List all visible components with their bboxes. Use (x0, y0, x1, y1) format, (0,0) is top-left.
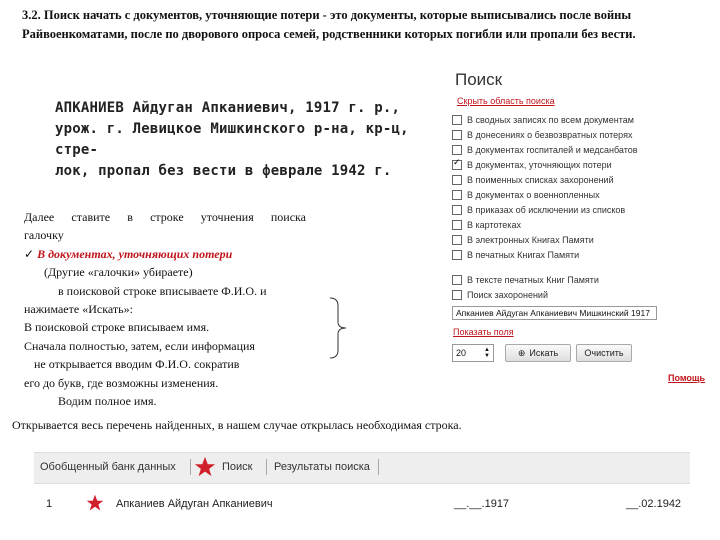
row-index: 1 (46, 498, 53, 510)
highlight-text: В документах, уточняющих потери (37, 246, 233, 261)
search-scope-option[interactable] (452, 173, 614, 187)
row-birth-date: __.__.1917 (454, 498, 510, 510)
search-scope-option[interactable] (452, 113, 634, 127)
search-name-input[interactable]: Апканиев Айдуган Апканиевич Мишкинский 1917 (452, 306, 657, 320)
record-line: лок, пропал без вести в феврале 1942 г. (55, 163, 392, 179)
record-line: АПКАНИЕВ Айдуган Апканиевич, 1917 г. р., (55, 100, 401, 116)
search-button-label: Искать (529, 348, 559, 358)
checkbox-label: В картотеках (467, 220, 521, 230)
clear-button[interactable] (576, 344, 632, 362)
checkbox-label: В документах госпиталей и медсанбатов (467, 145, 638, 155)
results-note: Открывается весь перечень найденных, в нашем случае открылась необходимая строка. (12, 418, 462, 432)
checkbox-label: В сводных записях по всем документам (467, 115, 634, 125)
checkbox[interactable] (452, 250, 462, 260)
row-name-link[interactable]: Апканиев Айдуган Апканиевич (116, 498, 273, 510)
checkbox-label: В донесениях о безвозвратных потерях (467, 130, 633, 140)
checkbox[interactable] (452, 290, 462, 300)
checkbox-label: В тексте печатных Книг Памяти (467, 275, 599, 285)
search-button[interactable] (505, 344, 571, 362)
checkbox[interactable] (452, 175, 462, 185)
curly-bracket-icon (326, 296, 350, 360)
search-scope-option[interactable] (452, 248, 579, 262)
search-scope-option[interactable] (452, 188, 600, 202)
star-icon (194, 456, 216, 481)
table-row[interactable] (34, 488, 690, 522)
checkbox[interactable] (452, 275, 462, 285)
spinner-icon: ▲ ▼ (484, 347, 490, 359)
checkbox-checked[interactable] (452, 160, 462, 170)
page-size-value: 20 (456, 348, 467, 358)
instruction-line: Сначала полностью, затем, если информация (24, 338, 255, 353)
archive-record-snippet (55, 98, 415, 182)
checkbox-label: В документах, уточняющих потери (467, 160, 612, 170)
instruction-line: В поисковой строке вписываем имя. (24, 320, 210, 335)
checkbox[interactable] (452, 190, 462, 200)
tab-search-results[interactable]: Результаты поиска (274, 461, 370, 473)
row-date: __.02.1942 (626, 498, 682, 510)
instruction-line: галочку (24, 228, 64, 243)
clear-button-label: Очистить (584, 348, 624, 358)
instructions-text (24, 208, 306, 410)
search-scope-option[interactable] (452, 233, 594, 247)
search-scope-option[interactable] (452, 128, 632, 142)
checkbox-label: В приказах об исключении из списков (467, 205, 626, 215)
instruction-line: в поисковой строке вписываете Ф.И.О. и (58, 283, 267, 298)
checkbox-label: В печатных Книгах Памяти (467, 250, 580, 260)
search-icon: ⊕ (517, 347, 526, 358)
checkbox-label: В документах о военнопленных (467, 190, 600, 200)
checkbox[interactable] (452, 145, 462, 155)
search-scope-option[interactable] (452, 273, 599, 287)
tab-search[interactable]: Поиск (222, 461, 253, 473)
checkbox[interactable] (452, 220, 462, 230)
search-scope-option[interactable] (452, 218, 521, 232)
checkbox[interactable] (452, 115, 462, 125)
results-breadcrumb-bar (34, 452, 690, 484)
show-fields-link[interactable]: Показать поля (453, 327, 514, 337)
search-scope-option[interactable] (452, 288, 548, 302)
search-scope-option[interactable] (452, 158, 612, 172)
checkbox-label: В электронных Книгах Памяти (467, 235, 594, 245)
checkbox[interactable] (452, 130, 462, 140)
checkbox-label: В поименных списках захоронений (467, 175, 614, 185)
checkbox-label: Поиск захоронений (467, 290, 548, 300)
instruction-line: Водим полное имя. (58, 394, 157, 409)
search-panel-title: Поиск (455, 70, 503, 89)
checkbox[interactable] (452, 205, 462, 215)
record-line: урож. г. Левицкое Мишкинского р-на, кр-ц, стре- (55, 121, 409, 158)
tab-general-database[interactable]: Обобщенный банк данных (40, 461, 176, 473)
checkbox[interactable] (452, 235, 462, 245)
star-icon (86, 494, 104, 515)
help-link[interactable]: Помощь (668, 373, 706, 383)
check-icon: ✓ (24, 246, 35, 261)
instruction-line: нажимаете «Искать»: (24, 302, 133, 317)
instruction-line-highlight (24, 245, 306, 263)
slide-heading: 3.2. Поиск начать с документов, уточняющие потери - это документы, которые выписывались после войны Райвоенкоматами, после по дворового опроса семей, родственники которых погибли или пропали без вести. (22, 8, 636, 41)
instruction-line: не открывается вводим Ф.И.О. сократив (34, 357, 240, 372)
search-scope-option[interactable] (452, 203, 625, 217)
instruction-line: (Другие «галочки» убираете) (44, 265, 193, 280)
divider (266, 459, 267, 475)
divider (378, 459, 379, 475)
hide-search-area-link[interactable]: Скрыть область поиска (457, 96, 555, 106)
instruction-line: Далее ставите в строке уточнения поиска (24, 210, 306, 224)
divider (190, 459, 191, 475)
search-scope-option[interactable] (452, 143, 638, 157)
instruction-line: его до букв, где возможны изменения. (24, 375, 219, 390)
page-size-select[interactable] (452, 344, 494, 362)
